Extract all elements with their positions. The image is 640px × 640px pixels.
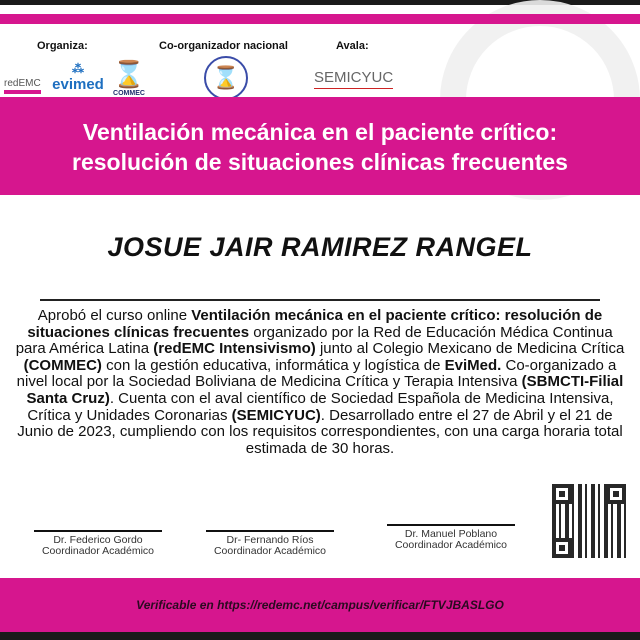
signer-role: Coordinador Académico [41, 545, 155, 557]
signer-role: Coordinador Académico [213, 545, 327, 557]
signature-block [206, 530, 334, 557]
course-title-line-1: Ventilación mecánica en el paciente crítico: [82, 119, 558, 145]
coorganizador-label: Co-organizador nacional [159, 40, 288, 52]
evimed-logo: ⁂ evimed [52, 62, 104, 93]
signature-block [34, 530, 162, 557]
certificate-body-text: Aprobó el curso online Ventilación mecánica en el paciente crítico: resolución de situaciones clínicas frecuentes organizado por la Red de Educación Médica Continua para América Latina (redEMC Intensivismo) junto al Colegio Mexicano de Medicina Crítica (COMMEC) con la gestión educativa, informática y logística de EviMed. Co-organizado a nivel local por la Sociedad Boliviana de Medicina Crítica y Terapia Intensiva (SBMCTI-Filial Santa Cruz). Cuenta con el aval científico de Sociedad Española de Medicina Intensiva, Crítica y Unidades Coronarias (SEMICYUC). Desarrollado entre el 27 de Abril y el 21 de Junio de 2023, cumpliendo con los requisitos correspondientes, con una carga horaria total estimada de 30 horas. [15, 307, 625, 457]
signer-role: Coordinador Académico [394, 539, 508, 551]
verification-qr-code[interactable] [552, 484, 626, 558]
sbmcti-logo: ⌛ [204, 56, 248, 100]
redemc-logo: redEMC [4, 78, 41, 94]
signature-line [206, 530, 334, 532]
bottom-border [0, 632, 640, 640]
verification-link[interactable]: Verificable en https://redemc.net/campus/verificar/FTVJBASLGO [136, 598, 504, 612]
semicyuc-logo: SEMICYUC [314, 66, 393, 89]
signer-name: Dr. Federico Gordo [53, 534, 143, 546]
name-underline [40, 299, 600, 301]
signature-block [387, 524, 515, 551]
signer-name: Dr- Fernando Ríos [226, 534, 314, 546]
course-title-banner [0, 97, 640, 195]
verification-footer [0, 578, 640, 632]
avala-label: Avala: [336, 40, 369, 52]
course-title-line-2: resolución de situaciones clínicas frecuentes [72, 149, 568, 175]
signature-line [34, 530, 162, 532]
commec-logo: ⌛ COMMEC [112, 59, 146, 97]
top-accent-strip [0, 14, 640, 24]
organiza-label: Organiza: [37, 40, 88, 52]
signer-name: Dr. Manuel Poblano [404, 528, 498, 540]
signature-line [387, 524, 515, 526]
recipient-name: JOSUE JAIR RAMIREZ RANGEL [107, 232, 533, 262]
